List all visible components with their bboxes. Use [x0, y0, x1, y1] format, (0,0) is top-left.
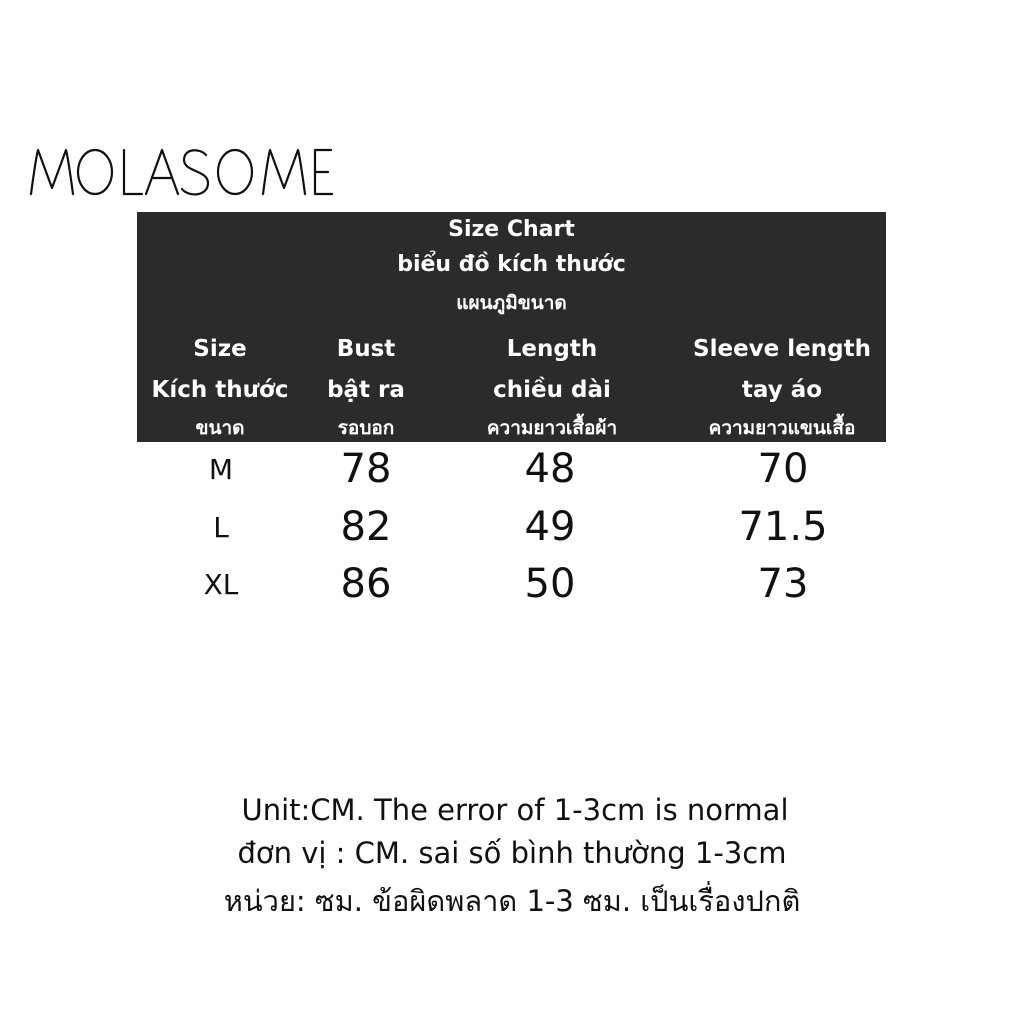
table-cell-bust: 78 [340, 446, 392, 492]
column-header-label-en: Length [506, 336, 598, 362]
table-cell-sleeve: 71.5 [738, 504, 828, 550]
table-cell-length: 48 [524, 446, 576, 492]
table-cell-size: XL [203, 568, 239, 601]
column-header-label-en: Bust [336, 336, 396, 362]
table-cell-length: 50 [524, 561, 576, 607]
unit-note-th: หน่วย: ซม. ข้อผิดพลาด 1-3 ซม. เป็นเรื่องปกติ [223, 884, 801, 918]
column-header-label-vi: bật ra [327, 377, 405, 403]
column-header-label-th: ความยาวแขนเสื้อ [708, 417, 856, 439]
table-cell-sleeve: 73 [757, 561, 809, 607]
chart-title-en: Size Chart [448, 217, 575, 242]
molasome-logo-icon [28, 142, 348, 202]
column-header-label-en: Size [193, 336, 247, 362]
table-cell-length: 49 [524, 504, 576, 550]
column-header-label-th: รอบอก [337, 417, 395, 439]
column-header-label-vi: Kích thước [151, 377, 289, 403]
column-header-label-vi: tay áo [741, 377, 823, 403]
unit-note-en: Unit:CM. The error of 1-3cm is normal [241, 793, 789, 827]
column-header-label-en: Sleeve length [693, 336, 871, 362]
size-chart-header [137, 212, 886, 442]
table-cell-bust: 86 [340, 561, 392, 607]
table-cell-size: M [208, 453, 234, 486]
chart-title-vi: biểu đồ kích thước [397, 252, 626, 277]
brand-logo [28, 142, 348, 202]
column-header-label-vi: chiều dài [493, 377, 611, 403]
table-cell-sleeve: 70 [757, 446, 809, 492]
unit-note-vi: đơn vị : CM. sai số bình thường 1-3cm [237, 836, 787, 870]
table-cell-bust: 82 [340, 504, 392, 550]
table-cell-size: L [213, 511, 229, 544]
chart-title-th: แผนภูมิขนาด [456, 292, 567, 314]
column-header-label-th: ขนาด [195, 417, 245, 439]
column-header-label-th: ความยาวเสื้อผ้า [486, 417, 618, 439]
